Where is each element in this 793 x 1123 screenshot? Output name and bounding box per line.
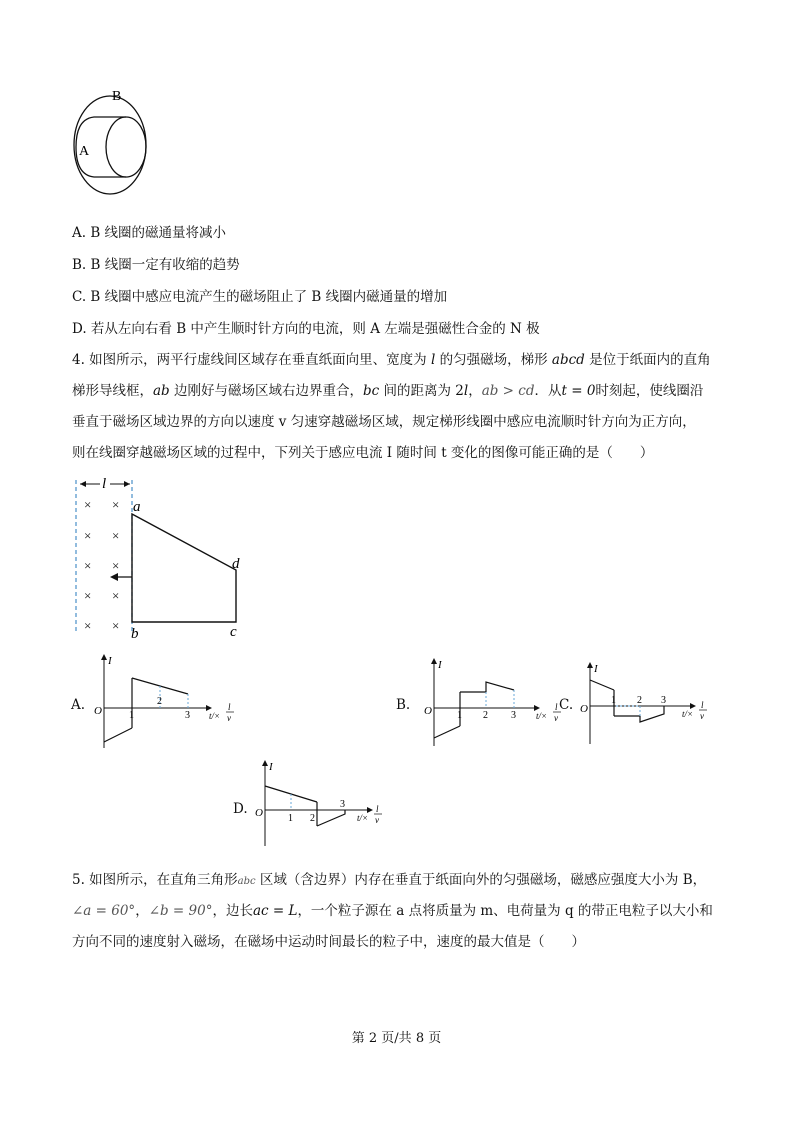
field-figure xyxy=(68,472,248,642)
graph-d-label: D. xyxy=(233,801,248,817)
field-cross: × xyxy=(112,588,120,603)
graph-d xyxy=(253,758,403,848)
graph-d-tick-2: 2 xyxy=(310,813,315,824)
graph-d-tick-1: 1 xyxy=(288,813,293,824)
q4-line-1: 4. 如图所示，两平行虚线间区域存在垂直纸面向里、宽度为 l 的匀强磁场，梯形 abcd 是位于纸面内的直角 xyxy=(72,352,711,368)
graph-a xyxy=(92,650,242,750)
graph-a-y-label: I xyxy=(108,655,112,667)
graph-c-tick-3: 3 xyxy=(661,695,666,706)
vertex-c: c xyxy=(230,624,237,640)
graph-b xyxy=(422,656,572,748)
graph-a-label: A. xyxy=(71,697,86,713)
field-cross: × xyxy=(84,588,92,603)
graph-d-x-label: t/× xyxy=(357,813,369,823)
coil-label-b: B xyxy=(112,89,122,104)
coil-figure xyxy=(70,85,160,200)
vertex-d: d xyxy=(232,556,240,572)
graph-d-x-den: v xyxy=(375,815,379,825)
graph-a-x-den: v xyxy=(227,713,231,723)
vertex-b: b xyxy=(131,626,139,642)
field-cross: × xyxy=(84,618,92,633)
graph-a-origin: O xyxy=(94,705,102,717)
graph-b-x-label: t/× xyxy=(536,711,548,721)
q3-option-d: D. 若从左向右看 B 中产生顺时针方向的电流，则 A 左端是强磁性合金的 N 极 xyxy=(72,321,540,337)
q3-option-c: C. B 线圈中感应电流产生的磁场阻止了 B 线圈内磁通量的增加 xyxy=(72,289,448,305)
graph-c-x-num: l xyxy=(701,700,704,710)
q3-option-b: B. B 线圈一定有收缩的趋势 xyxy=(72,257,240,273)
page-number: 第 2 页/共 8 页 xyxy=(351,1031,442,1046)
field-cross: × xyxy=(84,558,92,573)
graph-b-tick-1: 1 xyxy=(457,710,462,721)
graph-a-tick-3: 3 xyxy=(185,710,190,721)
graph-d-y-label: I xyxy=(269,761,273,773)
q5-line-3: 方向不同的速度射入磁场，在磁场中运动时间最长的粒子中，速度的最大值是（ ） xyxy=(72,934,585,950)
graph-a-x-num: l xyxy=(228,702,231,712)
graph-c-x-label: t/× xyxy=(682,709,694,719)
graph-a-tick-1: 1 xyxy=(129,710,134,721)
field-cross: × xyxy=(84,497,92,512)
graph-d-origin: O xyxy=(255,807,263,819)
q4-line-3: 垂直于磁场区域边界的方向以速度 v 匀速穿越磁场区域，规定梯形线圈中感应电流顺时针方向为正方向， xyxy=(72,414,696,430)
graph-c-origin: O xyxy=(580,703,588,715)
q5-line-1: 5. 如图所示，在直角三角形abc 区域（含边界）内存在垂直于纸面向外的匀强磁场，磁感应强度大小为 B， xyxy=(72,872,707,888)
graph-b-y-label: I xyxy=(438,659,442,671)
coil-label-a: A xyxy=(79,144,90,159)
graph-d-tick-3: 3 xyxy=(340,799,345,810)
field-cross: × xyxy=(112,497,120,512)
graph-b-origin: O xyxy=(424,705,432,717)
field-cross: × xyxy=(112,558,120,573)
vertex-a: a xyxy=(133,499,141,515)
graph-c-tick-2: 2 xyxy=(637,695,642,706)
graph-c-y-label: I xyxy=(594,663,598,675)
q5-line-2: ∠a = 60°，∠b = 90°，边长ac = L，一个粒子源在 a 点将质量为 m、电荷量为 q 的带正电粒子以大小和 xyxy=(72,903,713,919)
q4-line-2: 梯形导线框，ab 边刚好与磁场区域右边界重合，bc 间的距离为 2l，ab > cd．从t = 0时刻起，使线圈沿 xyxy=(72,383,704,399)
graph-c-x-den: v xyxy=(700,711,704,721)
field-cross: × xyxy=(112,618,120,633)
width-label: l xyxy=(102,476,107,492)
field-cross: × xyxy=(84,528,92,543)
graph-c-tick-1: 1 xyxy=(611,695,616,706)
graph-b-x-den: v xyxy=(554,713,558,723)
graph-d-x-num: l xyxy=(376,804,379,814)
graph-b-tick-2: 2 xyxy=(483,710,488,721)
q4-line-4: 则在线圈穿越磁场区域的过程中，下列关于感应电流 I 随时间 t 变化的图像可能正确的是（ ） xyxy=(72,445,654,461)
q3-option-a: A. B 线圈的磁通量将减小 xyxy=(72,225,227,241)
graph-b-x-num: l xyxy=(555,702,558,712)
graph-c xyxy=(578,660,728,746)
graph-a-tick-2: 2 xyxy=(157,696,162,707)
graph-b-tick-3: 3 xyxy=(511,710,516,721)
graph-a-x-label: t/× xyxy=(209,711,221,721)
graph-b-label: B. xyxy=(396,697,411,713)
graph-c-label: C. xyxy=(559,697,574,713)
field-cross: × xyxy=(112,528,120,543)
